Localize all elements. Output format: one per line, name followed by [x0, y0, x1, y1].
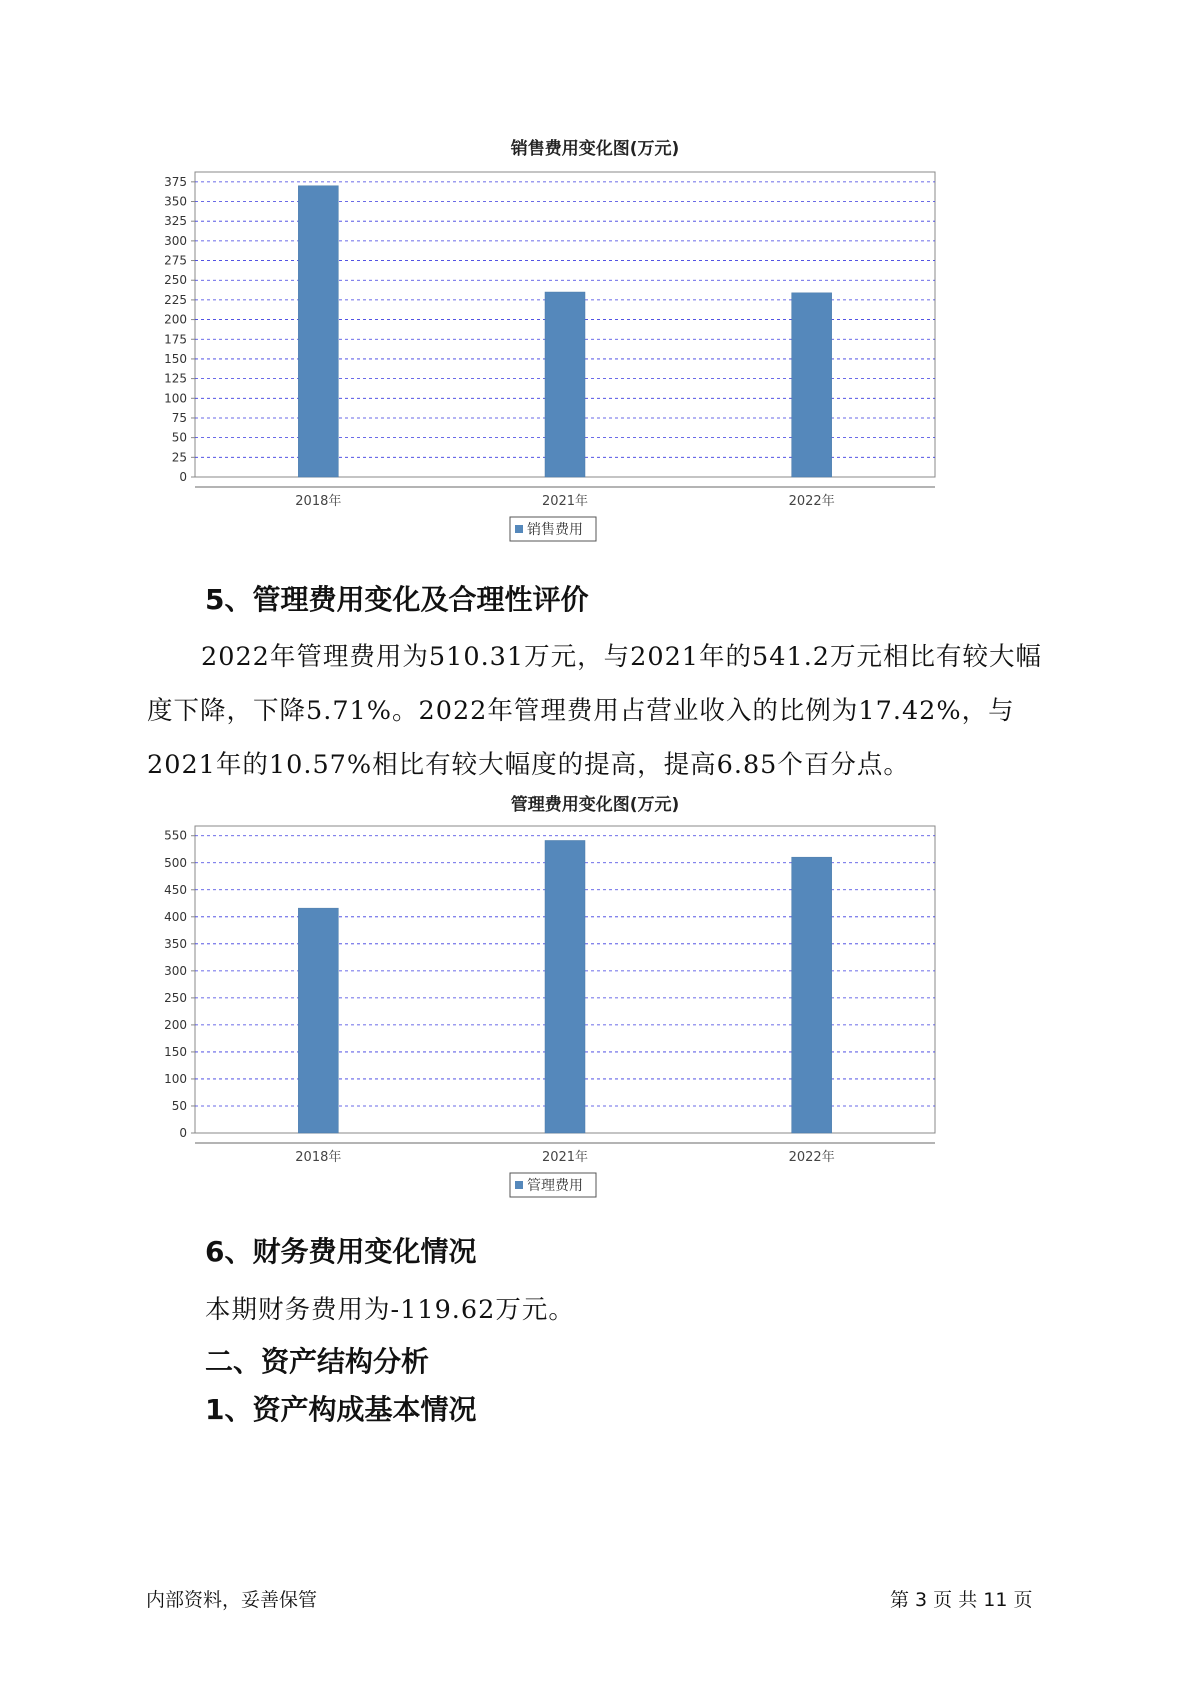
section-text: 本期财务费用为-119.62万元。 — [205, 1295, 575, 1325]
y-tick-label: 100 — [164, 1071, 187, 1086]
y-tick-label: 375 — [164, 174, 187, 189]
chart-svg — [150, 130, 1040, 550]
bar-2 — [545, 840, 585, 1133]
x-tick-label: 2021年 — [541, 494, 589, 509]
sub-heading: 1、资产构成基本情况 — [205, 1393, 477, 1426]
y-tick-label: 175 — [164, 332, 187, 347]
x-tick-label: 2021年 — [541, 1150, 589, 1165]
section-heading: 5、管理费用变化及合理性评价 — [205, 583, 589, 616]
chart-svg — [150, 784, 1040, 1204]
y-tick-label: 500 — [164, 855, 187, 870]
y-tick-label: 150 — [164, 1044, 187, 1059]
y-tick-label: 325 — [164, 214, 187, 229]
y-tick-label: 350 — [164, 194, 187, 209]
chart-title: 管理费用变化图(万元) — [510, 795, 680, 815]
section-paragraph — [147, 630, 1062, 792]
y-tick-label: 25 — [171, 450, 187, 465]
legend-swatch — [515, 1181, 523, 1189]
y-tick-label: 0 — [179, 1126, 187, 1140]
legend-label: 销售费用 — [527, 522, 583, 538]
y-tick-label: 450 — [164, 882, 187, 897]
bar-1 — [298, 908, 338, 1133]
y-tick-label: 350 — [164, 936, 187, 951]
y-tick-label: 250 — [164, 273, 187, 288]
y-tick-label: 0 — [179, 470, 187, 484]
footer-page-number: 第 3 页 共 11 页 — [890, 1589, 1033, 1611]
x-tick-label: 2018年 — [295, 1150, 342, 1165]
y-tick-label: 300 — [164, 233, 187, 248]
footer-left: 内部资料，妥善保管 — [146, 1589, 318, 1611]
y-tick-label: 50 — [171, 430, 187, 445]
y-tick-label: 125 — [164, 371, 187, 386]
legend-swatch — [515, 525, 523, 533]
x-tick-label: 2022年 — [788, 1150, 835, 1165]
bar-3 — [792, 293, 832, 477]
y-tick-label: 275 — [164, 253, 187, 268]
legend-label: 管理费用 — [527, 1178, 583, 1194]
x-tick-label: 2022年 — [788, 494, 835, 509]
y-tick-label: 200 — [164, 312, 187, 327]
y-tick-label: 150 — [164, 351, 187, 366]
y-tick-label: 400 — [164, 909, 187, 924]
section-heading: 二、资产结构分析 — [205, 1345, 430, 1378]
x-tick-label: 2018年 — [295, 494, 342, 509]
section-heading: 6、财务费用变化情况 — [205, 1235, 477, 1268]
sales-expense-chart — [150, 130, 1040, 550]
bar-1 — [298, 186, 338, 477]
y-tick-label: 250 — [164, 990, 187, 1005]
bar-2 — [545, 292, 585, 477]
paragraph-text: 2022年管理费用为510.31万元，与2021年的541.2万元相比有较大幅度下降，下降5.71%。2022年管理费用占营业收入的比例为17.42%，与2021年的10.57%相比有较大幅度的提高，提高6.85个百分点。 — [147, 642, 1043, 780]
y-tick-label: 550 — [164, 828, 187, 843]
y-tick-label: 75 — [171, 410, 187, 425]
y-tick-label: 200 — [164, 1017, 187, 1032]
bar-3 — [792, 857, 832, 1133]
admin-expense-chart — [150, 784, 1040, 1204]
y-tick-label: 300 — [164, 963, 187, 978]
y-tick-label: 225 — [164, 292, 187, 307]
chart-title: 销售费用变化图(万元) — [510, 139, 680, 159]
y-tick-label: 50 — [171, 1098, 187, 1113]
y-tick-label: 100 — [164, 391, 187, 406]
